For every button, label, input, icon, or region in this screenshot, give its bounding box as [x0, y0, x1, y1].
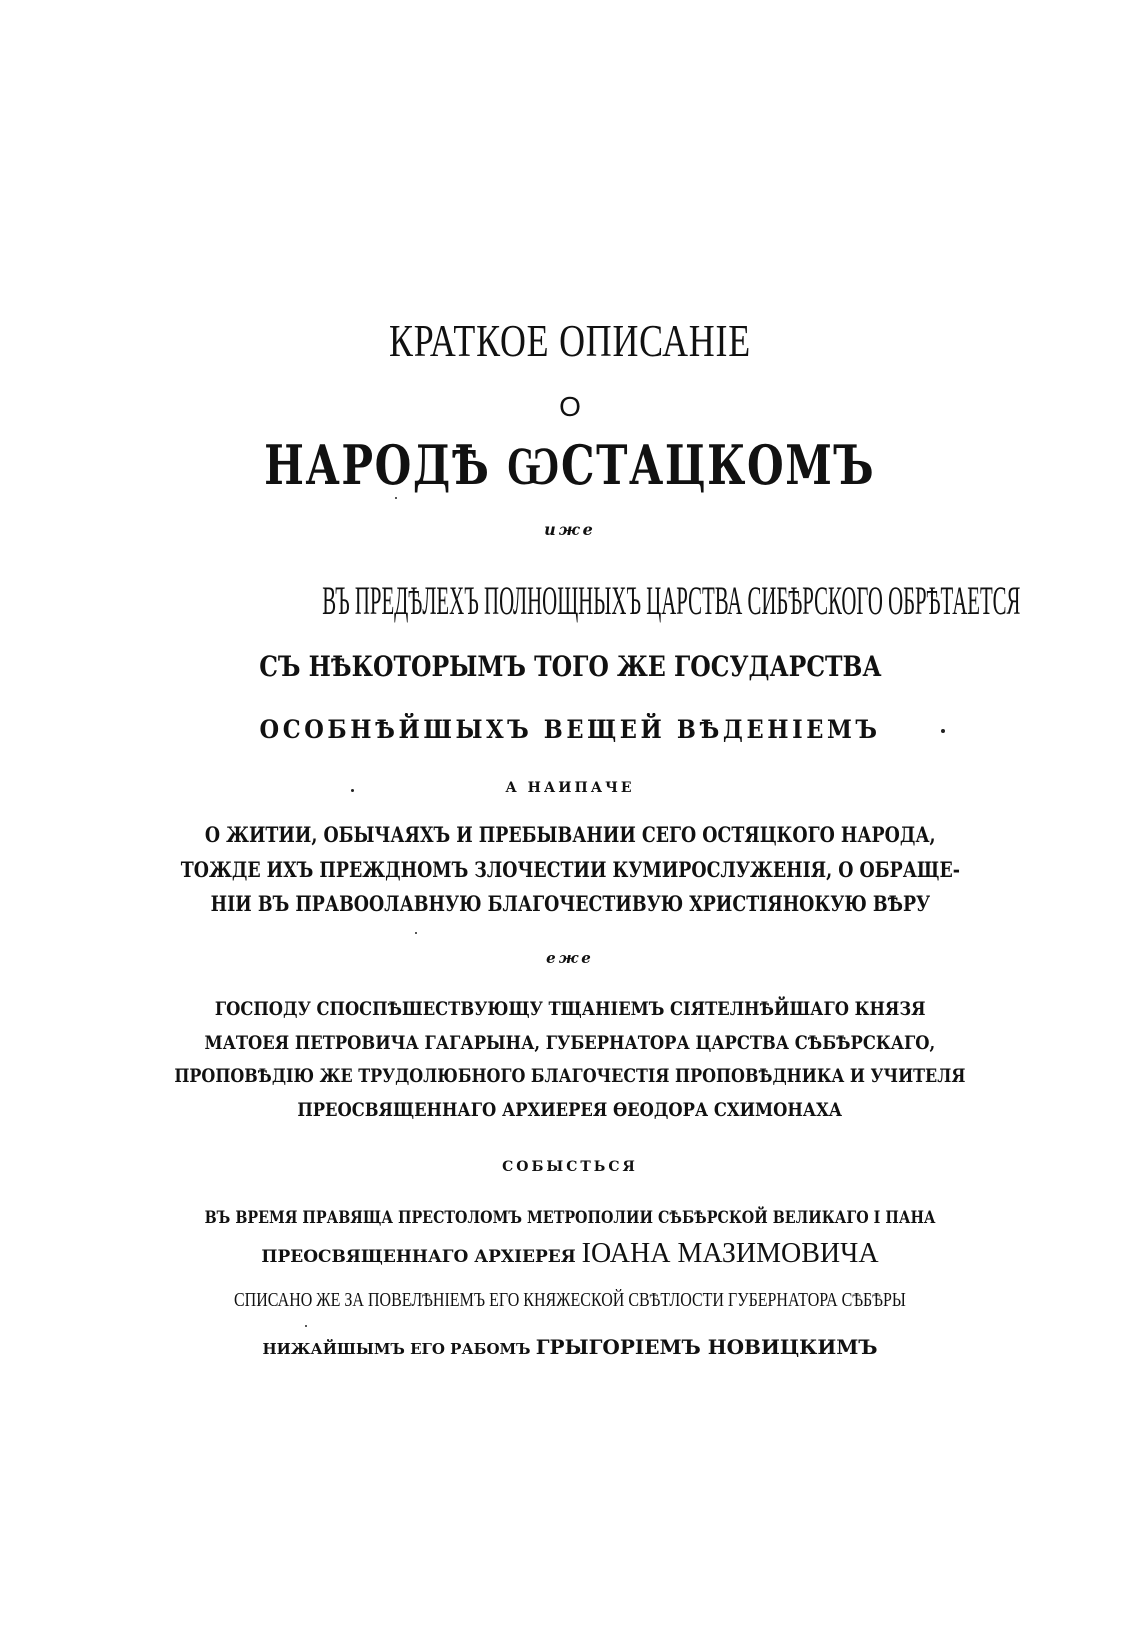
ink-speck	[395, 497, 397, 499]
title-line-14	[0, 1034, 1140, 1053]
title-line-5	[0, 578, 1140, 623]
title-line-17	[0, 1160, 1140, 1174]
title-location-line: ВЪ ПРЕДѢЛЕХЪ ПОЛНОЩНЫХЪ ЦАРСТВА СИБѢРСКОГО ОБРѢТАЕТСЯ	[322, 578, 1021, 623]
title-subject-line-2: ТОЖДЕ ИХЪ ПРЕЖДНОМЪ ЗЛОЧЕСТИИ КУМИРОСЛУЖЕНІЯ, О ОБРАЩЕ-	[180, 857, 960, 882]
title-archbishop-label: ПРЕОСВЯЩЕННАГО АРХІЕРЕЯ	[261, 1247, 576, 1267]
title-state-line: СЪ НѢКОТОРЫМЪ ТОГО ЖЕ ГОСУДАРСТВА	[258, 650, 882, 683]
title-copied-line: СПИСАНО ЖЕ ЗА ПОВЕЛѢНІЕМЪ ЕГО КНЯЖЕСКОЙ СВѢТЛОСТИ ГУБЕРНАТОРА СѢБѢРЫ	[234, 1289, 906, 1311]
title-line-7	[0, 717, 1140, 742]
ink-speck	[351, 789, 354, 792]
ink-speck	[941, 729, 945, 733]
title-line-13	[0, 1000, 1140, 1019]
title-line-9	[0, 824, 1140, 845]
title-subject-line-3: НІИ ВЪ ПРАВООЛАВНУЮ БЛАГОЧЕСТИВУЮ ХРИСТІЯНОКУЮ ВѢРУ	[210, 891, 930, 916]
title-line-20	[0, 1290, 1140, 1310]
ink-speck	[415, 932, 417, 934]
title-came-to-pass: СОБЫСТЬСЯ	[502, 1159, 638, 1175]
title-line-6	[0, 650, 1140, 683]
title-line-21	[0, 1337, 1140, 1357]
title-special-things-line: ОСОБНѢЙШЫХЪ ВЕЩЕЙ ВѢДЕНІЕМЪ	[259, 715, 881, 744]
title-subject-line-1: О ЖИТИИ, ОБЫЧАЯХЪ И ПРЕБЫВАНИИ СЕГО ОСТЯЦКОГО НАРОДА,	[204, 822, 936, 847]
title-line-8	[0, 781, 1140, 795]
ink-speck	[305, 1325, 307, 1327]
title-line-2	[0, 393, 1140, 421]
title-line-19	[0, 1240, 1140, 1268]
title-line-16	[0, 1101, 1140, 1120]
title-line-11	[0, 893, 1140, 914]
title-line-10	[0, 859, 1140, 880]
title-patron-line-1: ГОСПОДУ СПОСПѢШЕСТВУЮЩУ ТЩАНІЕМЪ СІЯТЕЛНѢЙШАГО КНЯЗЯ	[214, 998, 926, 1020]
title-line-3	[0, 433, 1140, 497]
title-line-1	[0, 315, 1140, 366]
title-conjunction-izhe: иже	[544, 520, 596, 539]
title-patron-line-2: МАТОЕЯ ПЕТРОВИЧА ГАГАРЫНА, ГУБЕРНАТОРА ЦАРСТВА СѢБѢРСКАГО,	[204, 1032, 936, 1054]
title-line-18	[0, 1210, 1140, 1227]
title-metropolitan-line: ВЪ ВРЕМЯ ПРАВЯЩА ПРЕСТОЛОМЪ МЕТРОПОЛИИ СѢБѢРСКОЙ ВЕЛИКАГО І ПАНА	[204, 1208, 936, 1228]
title-preposition: О	[559, 391, 581, 422]
title-archbishop-name: ІОАНА МАЗИМОВИЧА	[581, 1238, 879, 1269]
title-especially: А НАИПАЧЕ	[505, 780, 635, 796]
title-patron-line-3: ПРОПОВѢДІЮ ЖЕ ТРУДОЛЮБНОГО БЛАГОЧЕСТІЯ ПРОПОВѢДНИКА И УЧИТЕЛЯ	[174, 1065, 966, 1087]
title-author-name: ГРЫГОРІЕМЪ НОВИЦКИМЪ	[535, 1335, 878, 1359]
title-line-12	[0, 951, 1140, 966]
title-conjunction-ezhe: еже	[546, 949, 594, 967]
title-main-heading: НАРОДѢ ѠСТАЦКОМЪ	[264, 433, 876, 497]
title-patron-line-4: ПРЕОСВЯЩЕННАГО АРХИЕРЕЯ ѲЕОДОРА СХИМОНАХА	[297, 1099, 843, 1121]
title-short-description: КРАТКОЕ ОПИСАНІЕ	[389, 315, 751, 366]
title-line-15	[0, 1067, 1140, 1086]
title-line-4	[0, 522, 1140, 538]
title-servant-label: НИЖАЙШЫМЪ ЕГО РАБОМЪ	[262, 1340, 531, 1358]
